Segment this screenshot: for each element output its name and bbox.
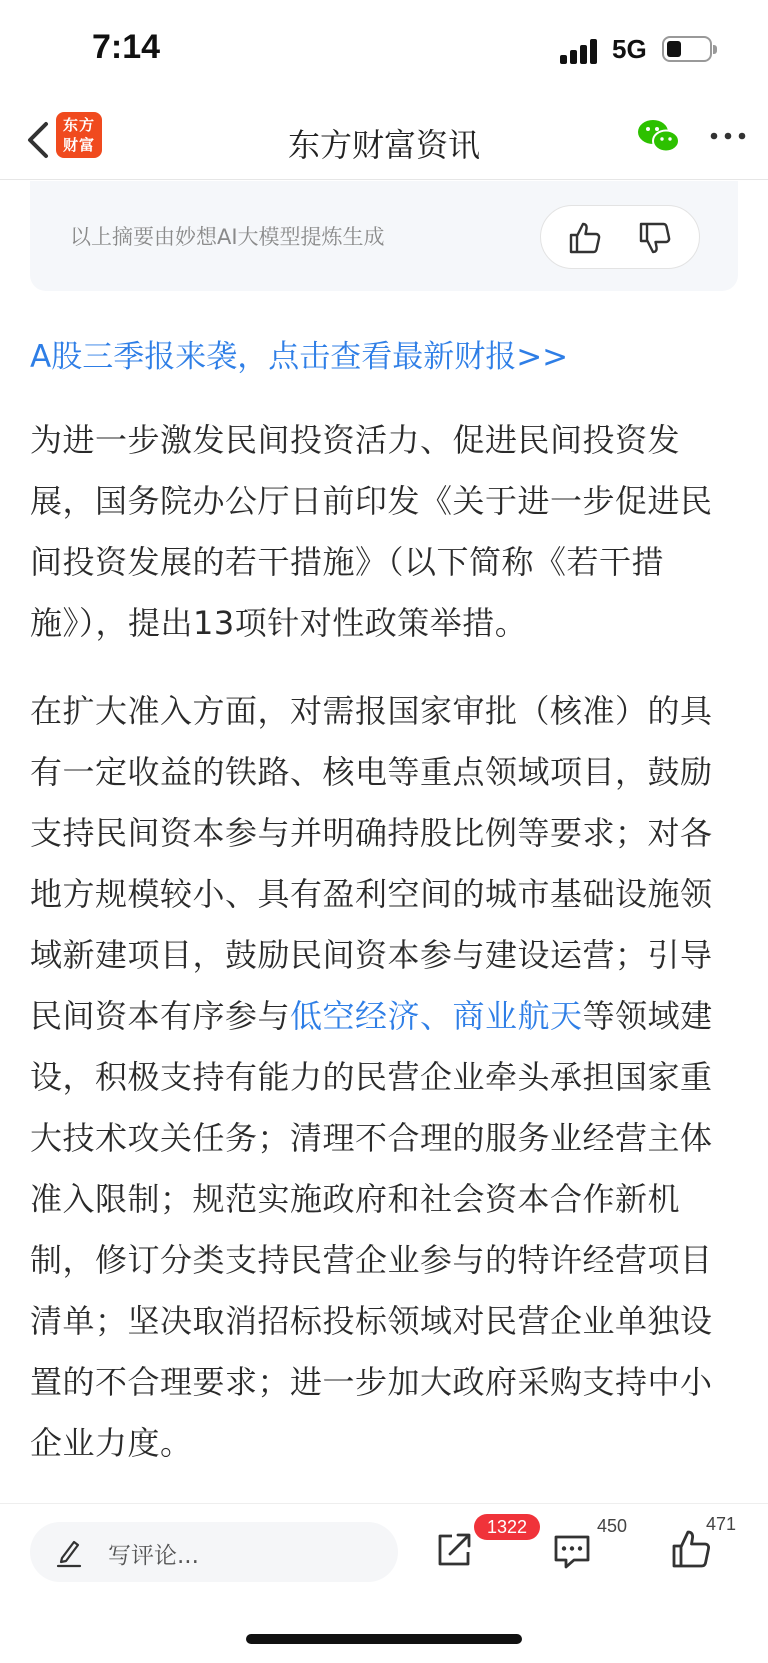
article-paragraph: 为进一步激发民间投资活力、促进民间投资发展，国务院办公厅日前印发《关于进一步促进民间投资发展的若干措施》（以下简称《若干措施》），提出13项针对性政策举措。 bbox=[30, 421, 713, 642]
battery-icon bbox=[662, 36, 712, 62]
app-logo: 东方财富 bbox=[56, 112, 102, 158]
comment-input[interactable] bbox=[30, 1522, 398, 1582]
more-icon[interactable] bbox=[708, 126, 748, 146]
comment-count: 450 bbox=[597, 1516, 628, 1536]
paragraph-text: 等领域建设，积极支持有能力的民营企业牵头承担国家重大技术攻关任务；清理不合理的服务业经营主体准入限制；规范实施政府和社会资本合作新机制，修订分类支持民营企业参与的特许经营项目清单；坚决取消招标投标领域对民营企业单独设置的不合理要求；进一步加大政府采购支持中小企业力度。 bbox=[30, 997, 713, 1462]
wechat-share-icon[interactable] bbox=[636, 116, 680, 156]
earnings-report-link[interactable]: A股三季报来袭，点击查看最新财报>> bbox=[30, 339, 569, 375]
comment-placeholder: 写评论... bbox=[108, 1543, 199, 1569]
signal-icon bbox=[560, 38, 602, 64]
thumb-up-icon[interactable] bbox=[567, 220, 603, 256]
like-count: 471 bbox=[706, 1514, 737, 1534]
thumb-down-icon[interactable] bbox=[637, 220, 673, 256]
status-bar bbox=[0, 0, 768, 100]
article-paragraph bbox=[30, 681, 742, 1474]
bottom-action-bar bbox=[0, 1503, 768, 1663]
pen-icon bbox=[54, 1536, 84, 1568]
nav-bar bbox=[0, 100, 768, 180]
link-separator: 、 bbox=[420, 997, 453, 1035]
ai-summary-card bbox=[30, 181, 738, 291]
paragraph-text: 在扩大准入方面，对需报国家审批（核准）的具有一定收益的铁路、核电等重点领域项目，鼓励支持民间资本参与并明确持股比例等要求；对各地方规模较小、具有盈利空间的城市基础设施领域新建项目，鼓励民间资本参与建设运营；引导民间资本有序参与 bbox=[30, 692, 713, 1035]
article-content bbox=[0, 181, 768, 1503]
status-time: 7:14 bbox=[92, 28, 161, 66]
share-icon[interactable] bbox=[434, 1530, 474, 1570]
feedback-pill bbox=[540, 205, 700, 269]
network-type: 5G bbox=[612, 34, 647, 64]
share-count-badge: 1322 bbox=[474, 1514, 540, 1540]
home-indicator bbox=[246, 1634, 522, 1644]
page-title: 东方财富资讯 bbox=[287, 126, 480, 164]
ai-summary-note: 以上摘要由妙想AI大模型提炼生成 bbox=[70, 225, 385, 249]
link-low-altitude-economy[interactable]: 低空经济 bbox=[290, 997, 421, 1035]
link-commercial-aerospace[interactable]: 商业航天 bbox=[452, 997, 583, 1035]
comments-icon[interactable] bbox=[552, 1532, 592, 1570]
